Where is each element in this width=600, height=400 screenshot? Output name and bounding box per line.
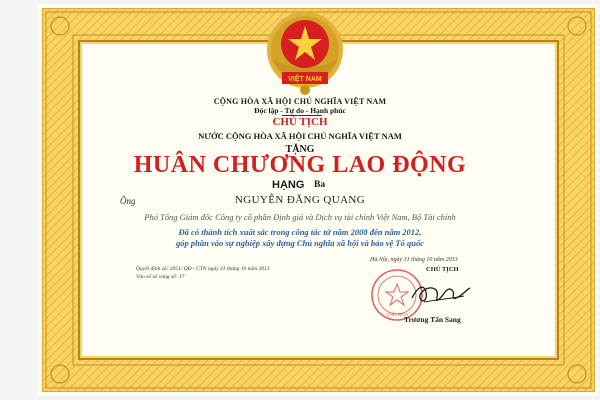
emblem-label: VIỆT NAM — [288, 76, 322, 83]
achievement-line-2: góp phần vào sự nghiệp xây dựng Chủ nghĩa xã hội và bảo vệ Tổ quốc — [176, 238, 424, 248]
seal-label: CHỦ TỊCH — [386, 312, 408, 317]
signature-title: CHỦ TỊCH — [426, 266, 459, 273]
decision-number: Quyết định số: 2051/ QĐ - CTN ngày 31 tháng 10 năm 2013 — [136, 266, 270, 272]
rank-value: Ba — [314, 180, 326, 190]
signer-name: Trương Tấn Sang — [404, 315, 461, 324]
salutation: Ông — [120, 196, 136, 206]
achievement-line-1: Đã có thành tích xuất sắc trong công tác từ năm 2008 đến năm 2012, — [178, 227, 422, 237]
issuer-title: CHỦ TỊCH — [272, 116, 328, 128]
recipient-name: NGUYỄN ĐĂNG QUANG — [234, 194, 366, 206]
country-name: CỘNG HÒA XÃ HỘI CHỦ NGHĨA VIỆT NAM — [213, 97, 387, 106]
issuer-country: NƯỚC CỘNG HÒA XÃ HỘI CHỦ NGHĨA VIỆT NAM — [198, 131, 402, 141]
national-emblem-icon — [262, 6, 348, 98]
recipient-position: Phó Tổng Giám đốc Công ty cổ phần Định giá và Dịch vụ tài chính Việt Nam, Bộ Tài chính — [144, 212, 456, 222]
place-date: Hà Nội, ngày 31 tháng 10 năm 2013 — [370, 257, 458, 263]
grant-verb: TẶNG — [285, 144, 315, 155]
signature-icon — [408, 272, 472, 312]
rank-label: HẠNG — [272, 179, 305, 191]
national-motto: Độc lập - Tự do - Hạnh phúc — [254, 106, 346, 115]
book-number: Vào sổ số vàng số: 17 — [136, 274, 185, 280]
award-title: HUÂN CHƯƠNG LAO ĐỘNG — [133, 152, 467, 178]
